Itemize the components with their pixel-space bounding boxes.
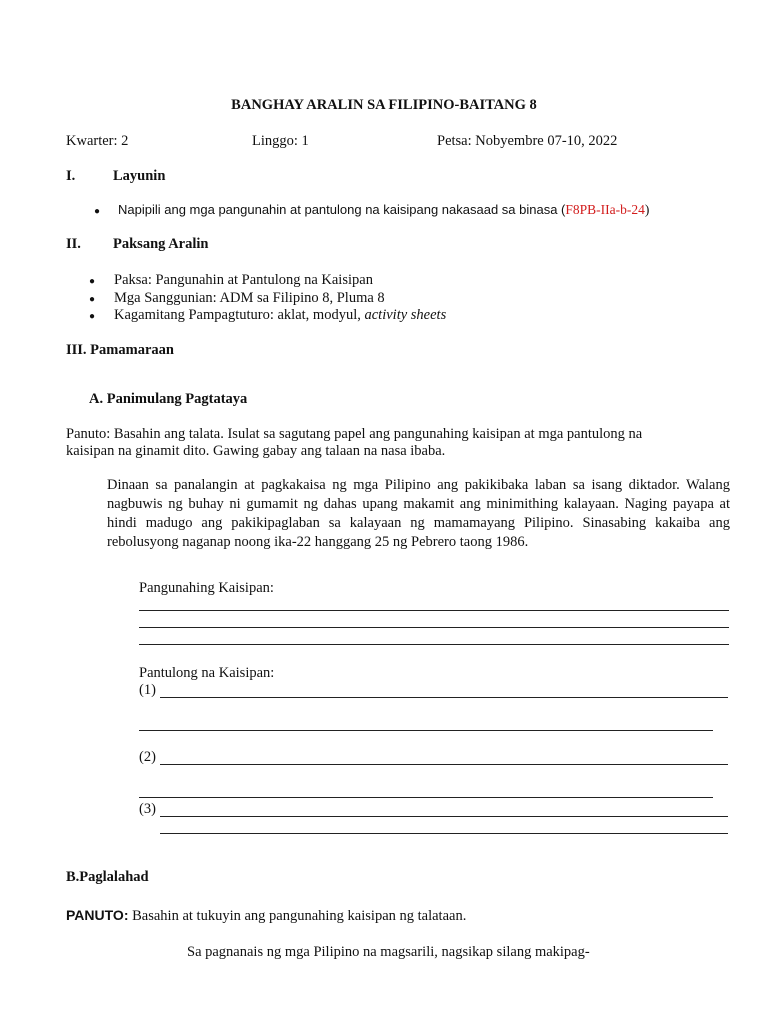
answer-line (139, 627, 729, 628)
list-item-italic: activity sheets (364, 307, 447, 323)
answer-line (139, 610, 729, 611)
kwarter-label: Kwarter: 2 (66, 133, 129, 149)
item-number-2: (2) (139, 749, 156, 765)
bullet-icon: ● (89, 276, 96, 287)
answer-line (160, 764, 728, 765)
list-item: Mga Sanggunian: ADM sa Filipino 8, Pluma 8 (114, 290, 385, 306)
paglalahad-paragraph-start: Sa pagnanais ng mga Pilipino na magsarili, nagsikap silang makipag- (187, 944, 590, 960)
objective-text: Napipili ang mga pangunahin at pantulong na kaisipang nakasaad sa binasa ( (118, 202, 566, 217)
panuto-line-1: Panuto: Basahin ang talata. Isulat sa sagutang papel ang pangunahing kaisipan at mga pantulong na (66, 426, 643, 442)
reading-paragraph: Dinaan sa panalangin at pagkakaisa ng mga Pilipino ang pakikibaka laban sa isang diktador. Walang nagbuwis ng buhay ni gumamit ng dahas upang makamit ang minimithing kalayaan. Naging payapa at hindi madugo ang pakikipaglaban sa kalayaan ng mamamayang Pilipino. Sinasabing kakaiba ang rebolusyong naganap noong ika-22 hanggang 25 ng Pebrero taong 1986. (107, 477, 730, 550)
bullet-icon: ● (94, 206, 101, 217)
page-title: BANGHAY ARALIN SA FILIPINO-BAITANG 8 (231, 97, 537, 113)
answer-line (160, 697, 728, 698)
panuto-b-line (66, 907, 466, 925)
list-item (114, 307, 446, 324)
section-1-heading: Layunin (113, 168, 166, 184)
linggo-label: Linggo: 1 (252, 133, 309, 149)
item-number-3: (3) (139, 801, 156, 817)
list-item: Paksa: Pangunahin at Pantulong na Kaisipan (114, 272, 373, 288)
bullet-icon: ● (89, 294, 96, 305)
petsa-label: Petsa: Nobyembre 07-10, 2022 (437, 133, 618, 149)
subsection-b-heading: B.Paglalahad (66, 869, 149, 885)
panuto-line-2: kaisipan na ginamit dito. Gawing gabay ang talaan na nasa ibaba. (66, 443, 446, 459)
section-1-number: I. (66, 168, 76, 184)
section-2-number: II. (66, 236, 81, 252)
objective-code: F8PB-IIa-b-24 (565, 202, 645, 217)
pangunahin-label: Pangunahing Kaisipan: (139, 580, 274, 596)
section-2-heading: Paksang Aralin (113, 236, 209, 252)
answer-line (139, 644, 729, 645)
answer-line (139, 730, 713, 731)
panuto-b-label: PANUTO: (66, 907, 129, 923)
answer-line (160, 816, 728, 817)
list-item-text: Kagamitang Pampagtuturo: aklat, modyul, (114, 307, 365, 323)
answer-line (160, 833, 728, 834)
item-number-1: (1) (139, 682, 156, 698)
answer-line (139, 797, 713, 798)
objective-line (118, 202, 649, 218)
objective-close: ) (644, 202, 650, 217)
pantulong-label: Pantulong na Kaisipan: (139, 665, 275, 681)
panuto-b-text: Basahin at tukuyin ang pangunahing kaisipan ng talataan. (128, 908, 467, 924)
section-3-heading: III. Pamamaraan (66, 342, 174, 358)
bullet-icon: ● (89, 311, 96, 322)
subsection-a-heading: A. Panimulang Pagtataya (89, 391, 248, 407)
